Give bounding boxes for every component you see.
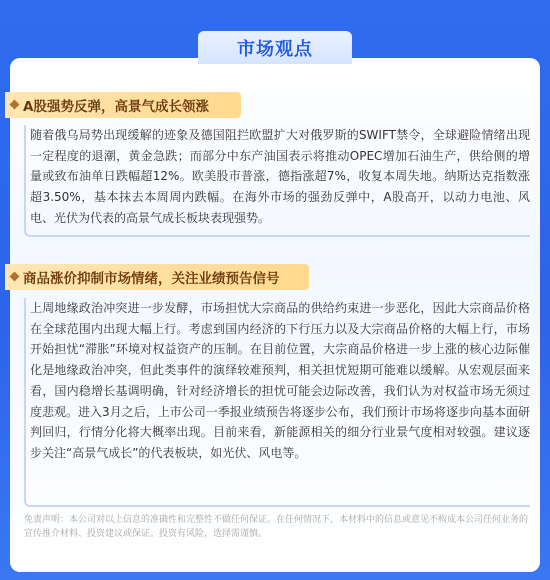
page-title: 市场观点 [237, 38, 313, 60]
diamond-bullet-icon [10, 272, 20, 282]
section-body-1: 随着俄乌局势出现缓解的迹象及德国阻拦欧盟扩大对俄罗斯的SWIFT禁令，全球避险情绪出现一定程度的退潮，黄金急跌；而部分中东产油国表示将推动OPEC增加石油生产，供给侧的增量或致布油单日跌幅超12%。欧美股市普涨，德指涨超7%，收复本周失地。纳斯达克指数涨超3.50%，基本抹去本周周内跌幅。在海外市场的强劲反弹中，A股高开，以动力电池、风电、光伏为代表的高景气成长板块表现强势。 [30, 128, 530, 225]
section-body-2: 上周地缘政治冲突进一步发酵，市场担忧大宗商品的供给约束进一步恶化，因此大宗商品价格在全球范围内出现大幅上行。考虑到国内经济的下行压力以及大宗商品价格的大幅上行，市场开始担忧“滞胀”环境对权益资产的压制。在目前位置，大宗商品价格进一步上涨的核心边际催化是地缘政治冲突，但此类事件的演绎较难预判，相关担忧短期可能难以缓解。从宏观层面来看，国内稳增长基调明确，针对经济增长的担忧可能会边际改善，我们认为对权益市场无须过度悲观。进入3月之后，上市公司一季报业绩预告将逐步公布，我们预计市场将逐步向基本面研判回归，行情分化将大概率出现。目前来看，新能源相关的细分行业景气度相对较强。建议逐步关注“高景气成长”的代表板块，如光伏、风电等。 [30, 301, 530, 460]
section-heading-2 [5, 264, 309, 290]
section-heading-text: 商品涨价抑制市场情绪，关注业绩预告信号 [23, 271, 280, 287]
diamond-bullet-icon [10, 100, 20, 110]
disclaimer-text: 免责声明：本公司对以上信息的准确性和完整性不做任何保证。在任何情况下，本材料中的信息或意见不构成本公司任何业务的宣传推介材料、投资建议或保证。投资有风险，选择需谨慎。 [24, 515, 529, 539]
section-heading-text: A股强势反弹，高景气成长领涨 [23, 99, 209, 115]
section-heading-1 [5, 92, 241, 118]
page-title-tab [198, 31, 352, 64]
